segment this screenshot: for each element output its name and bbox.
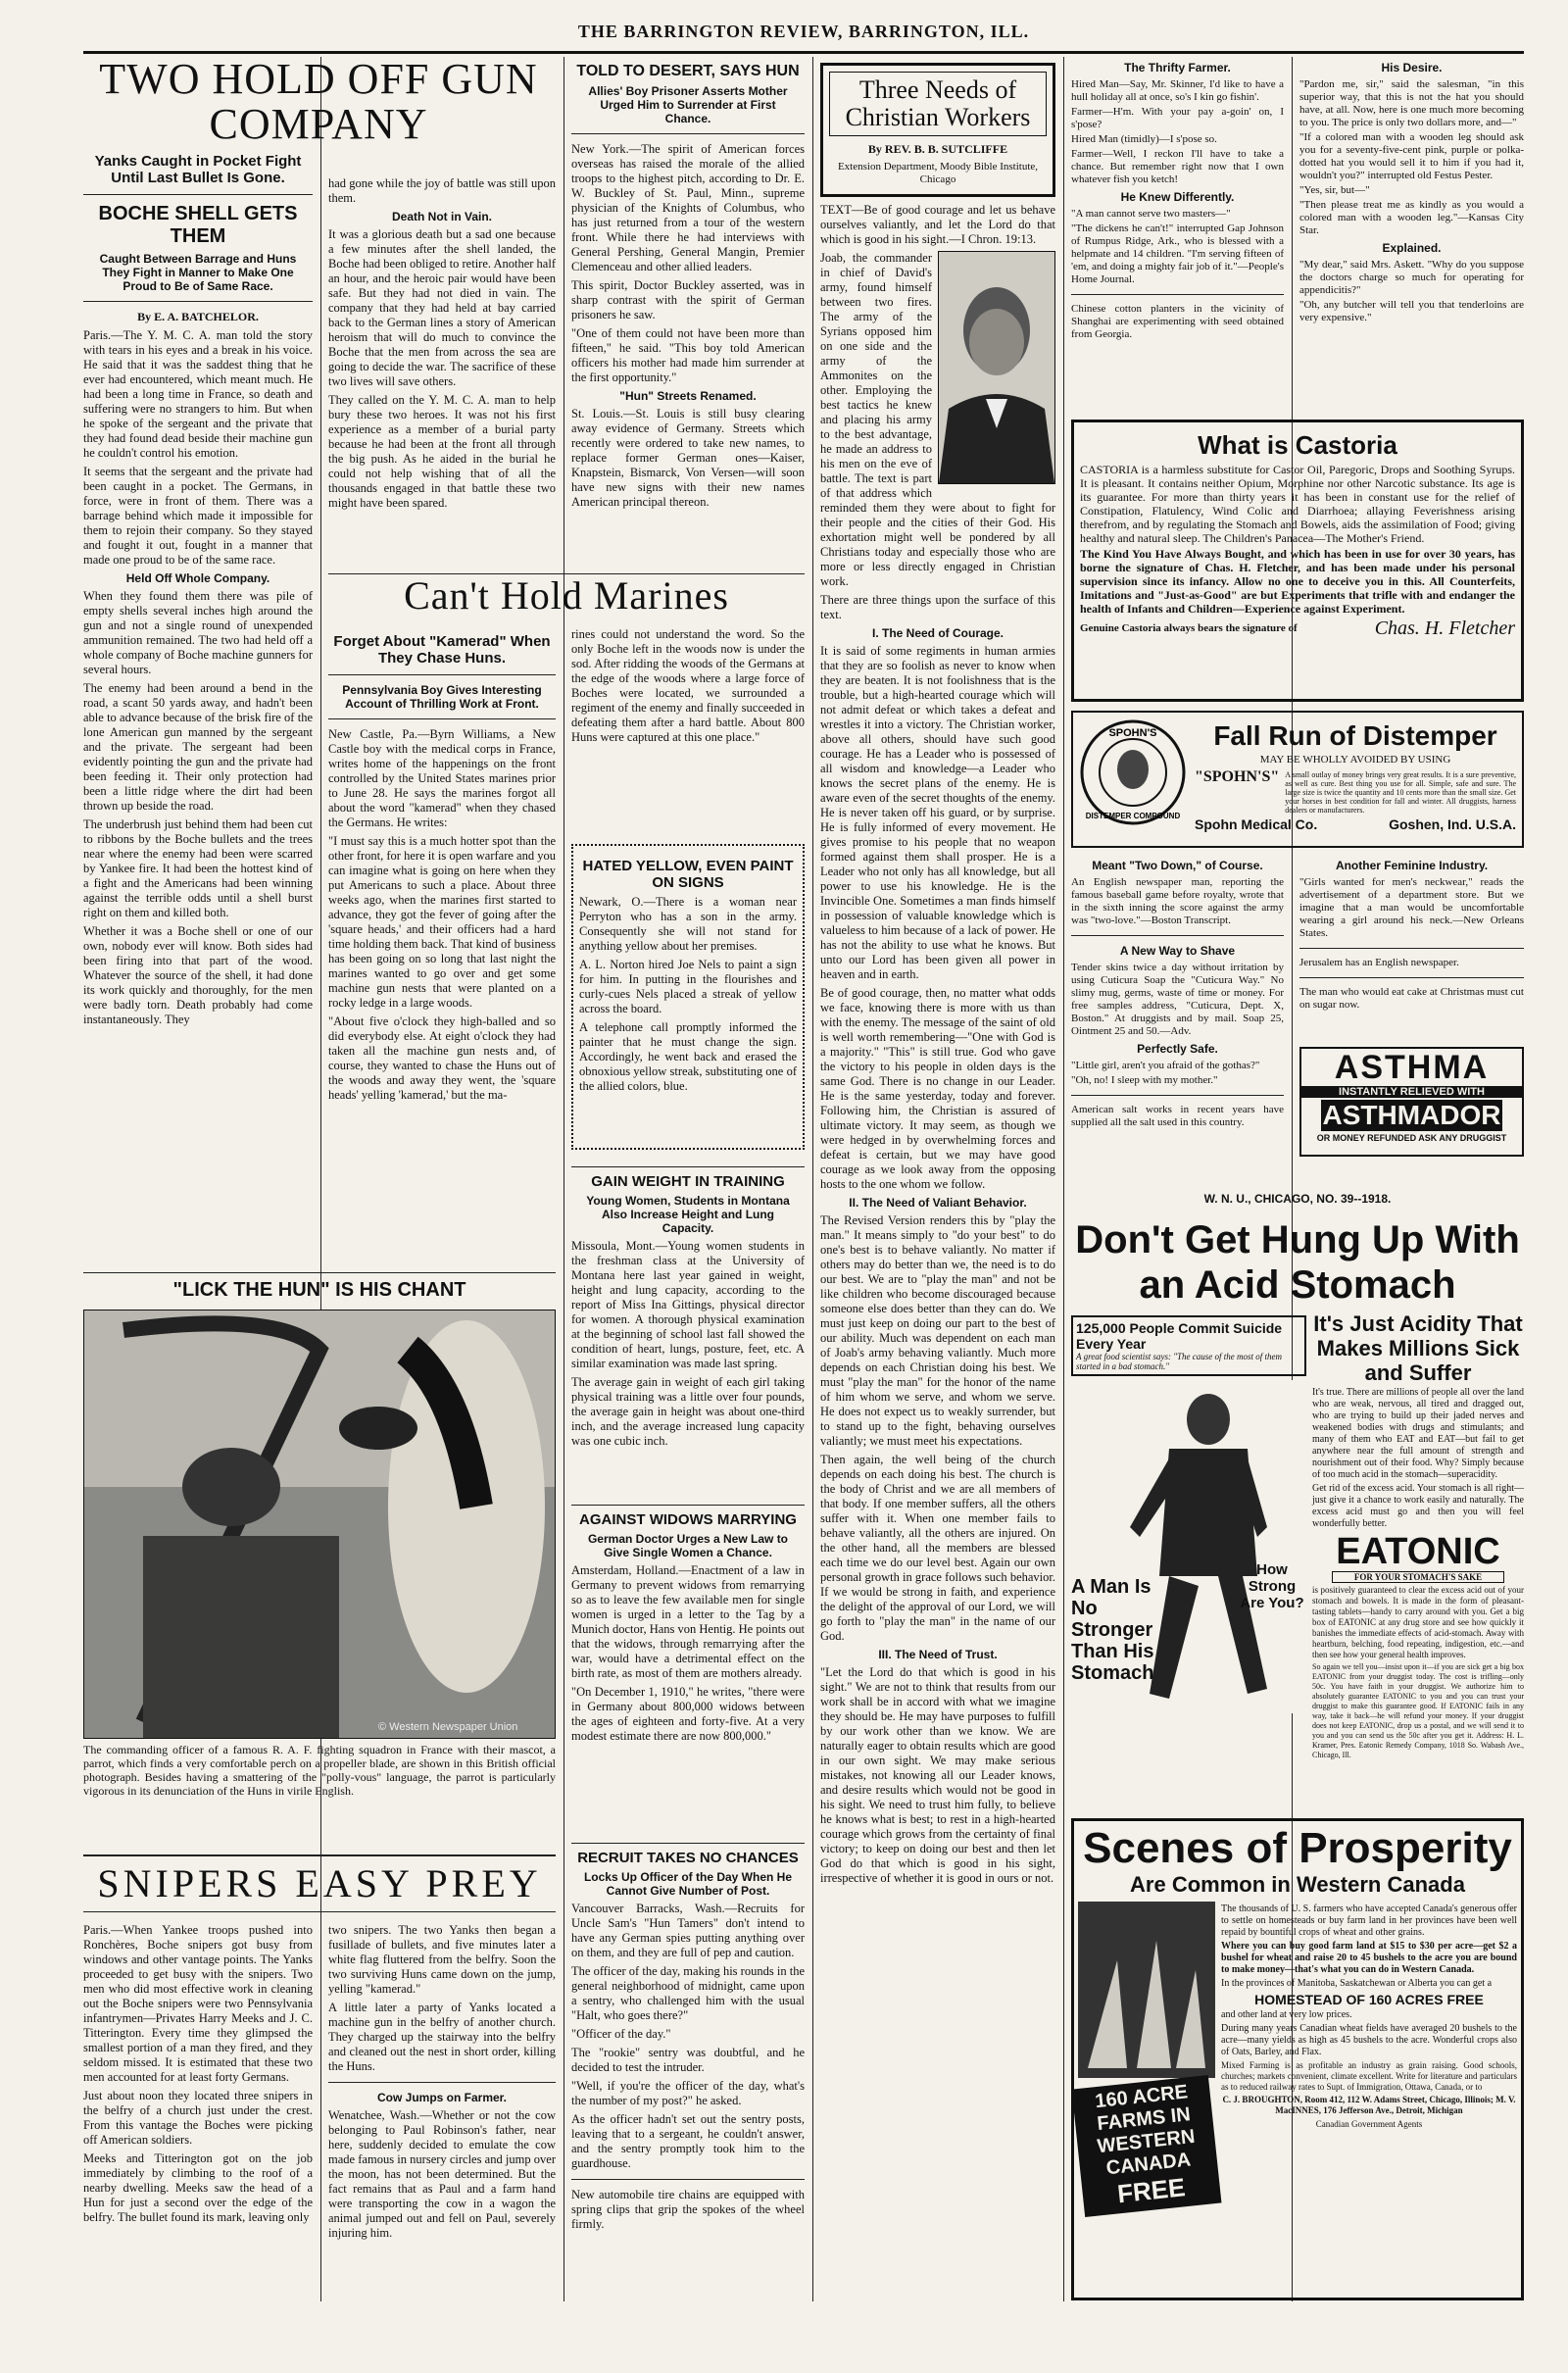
byline: By REV. B. B. SUTCLIFFE [867,142,1008,156]
paragraph: "My dear," said Mrs. Askett. "Why do you suppose the doctors charge so much for operating for appendicitis?" [1299,259,1524,296]
parrot-propeller-photo [83,1310,556,1739]
item-head: Perfectly Safe. [1137,1042,1218,1056]
ad-eatonic [1071,1213,1524,1813]
article-snipers [83,1923,313,2300]
headline-two-hold-off: TWO HOLD OFF GUN COMPANY [99,55,538,148]
badge-line: CANADA [1104,2149,1193,2180]
asthma-brand: ASTHMADOR [1322,1100,1501,1130]
canada-sub: Are Common in Western Canada [1130,1872,1465,1897]
paragraph: When they found them there was pile of empty shells several inches high around the gun and not a single round of unexpended ammunition remained. The two had held off a whole company of Boche machine gunners for several hours. [83,589,313,676]
divider [328,674,556,675]
canada-body: During many years Canadian wheat fields have averaged 20 bushels to the acre—many yields as high as 45 bushels to the acre. Wonderful crops also of Oats, Barley, and Flax. [1221,2023,1517,2057]
paragraph: This spirit, Doctor Buckley asserted, was in sharp contrast with the spirit of German prisoners he saw. [571,278,805,321]
paragraph: Hired Man—Say, Mr. Skinner, I'd like to have a hull holiday all at once, so's I kin go fishin'. [1071,78,1284,103]
item-head: Meant "Two Down," of Course. [1092,859,1263,872]
paragraph: Be of good courage, then, no matter what odds we face, knowing there is more with us than with the enemy. The message of the saint of old is well worth remembering—"One with God is a majority." "This" is still true. God who gave the victory to his people in olden days is the same God. There is no change in our Leader. He is the same yesterday, today and forever. Following him, the Christian is assured of ultimate victory. It may seem, as though we were hedged in by overwhelming forces and defeat is certain, but we may have good courage as we look away from the opposing hosts to the one whom we follow. [820,986,1055,1191]
section-head: "Hun" Streets Renamed. [619,389,757,403]
article-snipers-continued [328,1923,556,2300]
paragraph: It is said of some regiments in human armies that they are so foolish as never to know when they are beaten. It is not foolishness that is the trouble, but a high-hearted courage which will not admit defeat or which takes a defeat and wrestles it into a victory. The Christian worker, above all others, should have such good courage. He has a Leader who is possessed of all wisdom and knowledge—a Leader who knows the secret plans of the enemy. He is aware even of the secret thoughts of the enemy. He is never taken off his guard, or by surprise. He is fully informed of every movement. He gives promise to his people that no weapon formed against them shall prosper. He is a Leader who not only has all knowledge, but all power to use his knowledge. He is the Invincible One. Sometimes a man finds himself in possession of valuable knowledge which is valueless to him because of a lack of power. He has not the ability to use what he knows. But unto our Lord has been given all power in heaven and in earth. [820,644,1055,981]
snipers-banner [83,1854,556,1923]
paragraph: New Castle, Pa.—Byrn Williams, a New Castle boy with the medical corps in France, writes home of the happenings on the front controlled by the United States marines prior to June 28. He says the marines forgot all about the word "kamerad" when they chased the Germans. He writes: [328,727,556,829]
paragraph: American salt works in recent years have supplied all the salt used in this country. [1071,1104,1284,1128]
article-lick-the-hun [83,1272,556,1849]
divider [1071,294,1284,295]
section-head: III. The Need of Trust. [878,1648,998,1661]
paragraph: Chinese cotton planters in the vicinity of Shanghai are experimenting with seed obtained from Georgia. [1071,303,1284,340]
divider [83,301,313,302]
paragraph: "Well, if you're the officer of the day, what's the number of my post?" he asked. [571,2079,805,2107]
subhead: Yanks Caught in Pocket Fight Until Last Bullet Is Gone. [94,153,302,186]
byline: By E. A. BATCHELOR. [137,310,259,323]
canada-body: Where you can buy good farm land at $15 to $30 per acre—get $2 a bushel for wheat and raise 20 to 45 bushels to the acre you are bound to make money—that's what you can do in Western Canada. [1221,1941,1517,1975]
article-two-hold-off-continued [328,176,556,567]
section-head: Held Off Whole Company. [125,571,270,585]
column-rule [1063,57,1064,2301]
paragraph: "Officer of the day." [571,2027,671,2041]
paragraph: "I must say this is a much hotter spot than the other front, for here it is open warfare and you can imagine what is going on here when they put Americans to such a place. About three weeks ago, when the marines first started to advance, they got the fever of going after the 'square heads,' and their officers had a hard time holding them back. That kind of business has been going on so long that last night the marines wanted to go over and get some machine gun nests that were planted on a rocky ledge in a large woods. [328,834,556,1010]
wnu-line: W. N. U., CHICAGO, NO. 39--1918. [1203,1192,1392,1206]
paragraph: It was a glorious death but a sad one because a few minutes after the shell landed, the Boche had been obliged to retire. Another half an hour, and the heroic pair would have been safe. But they had not died in vain. The company that they had held at bay carried back to the German lines a story of American heroism that will do much to convince the Boche that the men from across the sea are going to decide the war. The sacrifice of these two lives will save others. [328,227,556,388]
paragraph: New York.—The spirit of American forces overseas has raised the morale of the allied troops to the highest pitch, according to Dr. E. W. Buckley of St. Paul, Minn., supreme physician of the Knights of Columbus, who has just returned from a tour of the western front. While there he had interviews with General Pershing, General Mangin, Premier Clemenceau and other allied leaders. [571,142,805,273]
paragraph: The "rookie" sentry was doubtful, and he decided to test the intruder. [571,2046,805,2074]
divider [328,2082,556,2083]
paragraph: The underbrush just behind them had been cut to ribbons by the Boche bullets and the trees near where the enemy had been were scarred by Yankee fire. It had been the hottest kind of a fight and the Americans had been winning against the terrible odds until a shell burst right on them and killed both. [83,817,313,919]
paragraph: "Pardon me, sir," said the salesman, "in this superior way, that this is not the hat you should have, at all. Now, here is one much more becoming to you. The price is only two dollars more, and—" [1299,78,1524,128]
divider [83,194,313,195]
badge-line: FARMS IN [1096,2103,1192,2136]
seal-bottom-text: DISTEMPER COMPOUND [1085,812,1181,820]
badge-line: WESTERN [1096,2125,1197,2158]
eatonic-title: Don't Get Hung Up With an Acid Stomach [1075,1218,1520,1307]
section-head: Cow Jumps on Farmer. [376,2091,508,2104]
castoria-body: The Kind You Have Always Bought, and which has been in use for over 30 years, has borne the signature of Chas. H. Fletcher, and has been made under his personal supervision since its infancy. Allow no one to deceive you in this. All Counterfeits, Imitations and "Just-as-Good" are but Experiments that trifle with and endanger the health of Infants and Children—Experience against Experiment. [1080,547,1515,616]
paragraph: New automobile tire chains are equipped with spring clips that grip the spokes of the wheel firmly. [571,2188,805,2231]
castoria-title: What is Castoria [1198,430,1397,460]
paragraph: A telephone call promptly informed the painter that he must change the sign. Accordingly, he went back and erased the obnoxious yellow streak, substituting one of the allied colors, blue. [579,1020,797,1093]
divider [1299,948,1524,949]
paragraph: Paris.—When Yankee troops pushed into Ronchères, Boche snipers got busy from windows and other vantage points. The Yanks proceeded to get busy with the snipers. Two men who did most effective work in cleaning out the Boche snipers were two Pennsylvania infantrymen—Privates Harry Meeks and J. C. Titterington. Every time they glimpsed the smallest portion of a man they fired, and they seldom missed. It is estimated that these two men accounted for at least forty Germans. [83,1923,313,2084]
section-head: II. The Need of Valiant Behavior. [849,1196,1027,1210]
eatonic-brand: EATONIC [1336,1531,1500,1572]
article-against-widows [571,1505,805,1838]
canada-title: Scenes of Prosperity [1083,1824,1512,1872]
paragraph: "Little girl, aren't you afraid of the gothas?" [1071,1060,1260,1071]
subhead: Locks Up Officer of the Day When He Cannot Give Number of Post. [583,1870,793,1898]
divider [1071,1095,1284,1096]
photo-caption: The commanding officer of a famous R. A. F. fighting squadron in France with their mascot, a parrot, which finds a very comfortable perch on a propeller blade, are shown in this British official photograph. Besides having a smattering of the "polly-vous" language, the parrot is particularly vigorous in its denunciation of the Huns in virile English. [83,1743,556,1798]
divider [328,718,556,719]
paragraph: Paris.—The Y. M. C. A. man told the story with tears in his eyes and a break in his voice. He said that it was the saddest thing that he ever had encountered, which meant much. He had been a long time in France, so death and suffering were no strangers to him. But when he spoke of the sergeant and the private that they had found dead beside their machine gun he couldn't control his emotion. [83,328,313,460]
column-rule [812,57,813,2301]
eatonic-side-text2: How Strong Are You? [1240,1561,1304,1611]
headline-recruit: RECRUIT TAKES NO CHANCES [577,1850,799,1866]
paragraph: Vancouver Barracks, Wash.—Recruits for Uncle Sam's "Hun Tamers" don't intend to have any German spies putting anything over on them, and they are full of pep and caution. [571,1902,805,1959]
ad-western-canada [1071,1818,1524,2300]
paragraph: "On December 1, 1910," he writes, "there were in Germany about 800,000 widows between the ages of eighteen and forty-five. At a very modest estimate there are now 800,000." [571,1685,805,1743]
article-recruit [571,1843,805,2300]
ad-castoria [1071,420,1524,702]
divider [571,2179,805,2180]
spohn-sub: MAY BE WHOLLY AVOIDED BY USING [1259,754,1451,766]
column-rule [320,57,321,2301]
text-verse: TEXT—Be of good courage and let us behave ourselves valiantly, and let the Lord do that which is good in his sight.—I Chron. 19:13. [820,203,1055,246]
deck-subhead: Caught Between Barrage and Huns They Fight in Manner to Make One Proud to Be of Same Race. [99,252,297,293]
item-head: Another Feminine Industry. [1335,859,1489,872]
item-head: He Knew Differently. [1120,190,1235,204]
wheat-farmer-illustration [1078,1902,1215,2078]
paragraph: Then again, the well being of the church depends on each doing his best. The church is the body of Christ and we are all members of that body. If one member suffers, all the others suffer with it. When one member fails to behave valiantly, all the others are injured. On the other hand, all the members are blessed each time we do our level best. Again our own personal growth in grace follows such behavior. If we would be strong in faith, and experience the delight of the approval of our Lord, we will go forth to "play the man" in the name of our God. [820,1453,1055,1643]
paragraph: "Yes, sir, but—" [1299,184,1370,196]
paragraph: "Then please treat me as kindly as you would a colored man with a wooden leg."—Kansas City Star. [1299,199,1524,236]
item-head: Explained. [1382,241,1442,255]
paragraph: St. Louis.—St. Louis is still busy clearing away evidence of Germany. Streets which recently were ordered to take new names, to replace former German ones—Kaiser, Knapstein, Bismarck, Von Versen—will soon have new signs with their new names American principal thereon. [571,407,805,509]
short-items-col6-mid [1299,855,1524,1041]
title-three-needs: Three Needs of Christian Workers [845,75,1031,131]
spohn-desc: A small outlay of money brings very great results. It is a sure preventive, as well as cure. Best thing you use for all. Simple, safe and sure. The large size is twice the quantity and 10 cents more than the small size. Get your horses in best condition for fall and winter. All druggists, harness dealers or manufacturers. [1285,770,1516,815]
paragraph: Joab, the commander in chief of David's army, found himself between two fires. The army of the Syrians opposed him on one side and the army of the Ammonites on the other. Employing the best tactics he knew and placing his army to the best advantage, he made an address to his men on the eve of battle. The text is part of that address which reminded them they were about to fight for their people and the cities of their God. His exhortation might well be pondered by all Christians today and especially those who are more or less directly engaged in Christian work. [820,251,1055,588]
item-head: A New Way to Shave [1119,944,1236,958]
canada-body: In the provinces of Manitoba, Saskatchewan or Alberta you can get a [1221,1978,1493,1989]
paragraph: They called on the Y. M. C. A. man to help bury these two heroes. It was not his first experience as a member of a burial party because he had been at the front all through the big push. As he aided in the burial he could not help wishing that of all the thousands engaged in that battle these two might have been spared. [328,393,556,510]
paragraph: "One of them could not have been more than fifteen," he said. "This boy told American officers his mother had made him surrender at the first opportunity." [571,326,805,384]
item-head: The Thrifty Farmer. [1124,61,1231,74]
photo-illustration [84,1310,555,1738]
spohn-seal-icon [1079,718,1187,826]
headline-told-to-desert: TOLD TO DESERT, SAYS HUN [576,63,800,79]
canada-badge [1072,2075,1222,2217]
portrait-illustration [939,252,1054,483]
eatonic-body: Get rid of the excess acid. Your stomach is all right—just give it a chance to work easily and naturally. The excess acid must go and then you will feel wonderfully better. [1312,1483,1524,1529]
paragraph: Just about noon they located three snipers in the belfry of a church just under the crest. From this vantage the Boches were picking off American soldiers. [83,2089,313,2147]
article-three-needs [820,57,1055,2300]
headline-hated-yellow: HATED YELLOW, EVEN PAINT ON SIGNS [582,858,794,891]
headline-against-widows: AGAINST WIDOWS MARRYING [579,1511,797,1528]
eatonic-body: It's true. There are millions of people all over the land who are weak, nervous, all tired and dragged out, who are trying to build up their jaded nerves and weakened bodies with drugs and stimulants; and many of them who EAT and EAT—but fail to get anywhere near the full amount of strength and nourishment out of their food. Why? Simply because of too much acid in the stomach—superacidity. [1312,1387,1524,1480]
badge-line: FREE [1115,2172,1187,2209]
paragraph: Missoula, Mont.—Young women students in the freshman class at the University of Montana here last year gained in weight, height and lung capacity, according to the report of Miss Ina Gittings, physical director for women. A thorough physical examination at the beginning of school last fall showed the condition of heart, lungs, posture, feet, etc. A similar examination was made last spring. [571,1239,805,1370]
asthma-sub: INSTANTLY RELIEVED WITH [1301,1086,1522,1098]
divider [1299,977,1524,978]
paragraph: It seems that the sergeant and the private had been caught in a pocket. The Germans, in force, were in front of them. There was a barrage behind which made it impossible for them to rejoin their company. So they stayed and fought it out, fought in a manner that made one proud to be of the same race. [83,465,313,567]
paragraph: Hired Man (timidly)—I s'pose so. [1071,133,1217,145]
headline-gain-weight: GAIN WEIGHT IN TRAINING [591,1173,785,1190]
paragraph: had gone while the joy of battle was still upon them. [328,176,556,205]
item-head: His Desire. [1381,61,1443,74]
paragraph: Amsterdam, Holland.—Enactment of a law in Germany to prevent widows from remarrying so as to leave the few available men for single women is urged in a letter to the Tag by a Munich doctor, Hans von Hentig. He points out that the widows, through remarrying after the war, would have a detrimental effect on the birth rate, as most of them are mothers already. [571,1563,806,1680]
paragraph: The man who would eat cake at Christmas must cut on sugar now. [1299,986,1524,1011]
short-items-col5-mid [1071,855,1284,1188]
eatonic-body: is positively guaranteed to clear the excess acid out of your stomach and bowels. It is made in the form of pleasant-tasting tablets—handy to carry around with you. Get a big box of EATONIC at any drug store and see how quickly it banishes the immediate effects of acid-stomach. Away with heartburn, belching, food repeating, indigestion, etc.—and then see how your general health improves. [1312,1585,1524,1659]
marines-banner [328,573,805,618]
paragraph: A. L. Norton hired Joe Nels to paint a sign for him. In putting in the flourishes and curly-cues Nels placed a streak of yellow across the board. [579,958,797,1015]
masthead: THE BARRINGTON REVIEW, BARRINGTON, ILL. [577,22,1030,41]
canada-body: Mixed Farming is as profitable an industry as grain raising. Good schools, churches; markets convenient, climate excellent. Write for literature and particulars as to reduced railway rates to Supt. of Immigration, Ottawa, Canada, or to [1221,2060,1517,2092]
subhead: Forget About "Kamerad" When They Chase Huns. [333,633,551,667]
asthma-title: ASTHMA [1334,1049,1490,1086]
subhead: Pennsylvania Boy Gives Interesting Account of Thrilling Work at Front. [342,683,542,711]
paragraph: "Let the Lord do that which is good in his sight." We are not to think that results from our work shall be in accord with what we imagine they should be. He may have purposes to fulfill by our work other than we know. We are naturally eager to obtain results which are good in our own sight. We may make serious mistakes, not knowing all our Leader knows, and desire results which would not be good in his sight. We need to trust him fully, to believe he knows what is best; to rest in a high-hearted courage which grows from the certainty of final victory; to keep on doing our best and then let God do that which is good in his sight, irrespective of whether it is good in ours or not. [820,1665,1055,1885]
ad-asthma [1299,1047,1524,1157]
paragraph: The Revised Version renders this by "play the man." It means simply to "do your best" to do one's best is to behave valiantly. No matter if others may do better than we, the need is to do our best. We are to "play the man" and not be like children who become discouraged because someone else does better than they can do. We must just keep on doing our part to the best of our ability. Much was dependent on each man of Joab's army behaving valiantly. Much more depends on each Christian doing his best. We must "play the man" for the honor of the name of him whom we serve, and whom we serve. He does not expect us to weakly surrender, but to stand up to the fight, behaving ourselves valiantly; we must meet his expectations. [820,1213,1055,1448]
headline-lick-the-hun: "LICK THE HUN" IS HIS CHANT [172,1279,466,1301]
article-told-to-desert [571,57,805,567]
paragraph: Jerusalem has an English newspaper. [1299,957,1459,968]
eatonic-side-text: A Man Is No Stronger Than His Stomach [1071,1576,1154,1684]
paragraph: Whether it was a Boche shell or one of our own, nobody ever will know. Both sides had been firing into that part of the wood. Whatever the source of the shell, it had done its work quickly and thoroughly, for the men were badly torn. Death probably had come instantaneously. They [83,924,313,1026]
asthma-footer: OR MONEY REFUNDED ASK ANY DRUGGIST [1316,1133,1507,1143]
paragraph: As the officer hadn't set out the sentry posts, leaving that to a sergeant, he couldn't answer, and the sentry promptly took him to the guardhouse. [571,2112,805,2170]
paragraph: "Oh, no! I sleep with my mother." [1071,1074,1218,1086]
paragraph: A little later a party of Yanks located a machine gun in the belfry of another church. They charged up the stairway into the belfry and cleaned out the nest in short order, killing the Huns. [328,2001,556,2073]
paragraph: "A man cannot serve two masters—" [1071,208,1231,220]
article-gain-weight [571,1166,805,1500]
eatonic-banner-sub: A great food scientist says: "The cause of the most of them started in a bad stomach." [1076,1352,1283,1371]
deck-headline: BOCHE SHELL GETS THEM [98,203,298,247]
paragraph: The enemy had been around a bend in the road, a scant 50 yards away, and hadn't been able to advance because of the brisk fire of the lone American gun manned by the sergeant and the private. The sergeant had been evidently pointing the gun and the private had been feeding it. Their only protection had been a little ridge where the dirt had been thrown up beside the road. [83,681,313,813]
article-marines-continued [571,627,805,833]
section-head: Death Not in Vain. [391,210,492,223]
ad-spohn [1071,711,1524,848]
paragraph: Farmer—H'm. With your pay a-goin' on, I s'pose? [1071,106,1284,130]
eatonic-brand-sub: FOR YOUR STOMACH'S SAKE [1332,1571,1504,1583]
seal-top-text: SPOHN'S [1108,727,1157,739]
paragraph: "About five o'clock they high-balled and so did everybody else. At eight o'clock they had taken all the machine gun nests and, of course, they wanted to chase the Huns out of the woods and away they went, the 'square heads' yelling 'kamerad,' but the ma- [328,1014,556,1102]
photo-credit: © Western Newspaper Union [378,1721,518,1733]
paragraph: Meeks and Titterington got on the job immediately by climbing to the roof of a nearby dwelling. Meeks saw the head of a Hun for just a second over the edge of the belfry. The bullet found its mark, leaving only [83,2151,313,2224]
masthead-rule [83,51,1524,54]
fletcher-signature: Chas. H. Fletcher [1374,618,1515,639]
paragraph: Tender skins twice a day without irritation by using Cuticura Soap the "Cuticura Way." No slimy mug, germs, waste of time or money. For free samples address, "Cuticura, Dept. X, Boston." At druggists and by mail. Soap 25, Ointment 25 and 50.—Adv. [1071,962,1284,1037]
castoria-footer: Genuine Castoria always bears the signature of [1080,622,1298,634]
divider [571,133,805,134]
badge-line: 160 ACRE [1094,2081,1190,2113]
spohn-title: Fall Run of Distemper [1213,720,1497,751]
canada-homestead: HOMESTEAD OF 160 ACRES FREE [1254,1992,1484,2007]
paragraph: two snipers. The two Yanks then began a fusillade of bullets, and five minutes later a white flag fluttered from the belfry. Soon the two surviving Huns came down on the jump, yelling "kamerad." [328,1923,556,1996]
paragraph: Farmer—Well, I reckon I'll have to take a chance. But remember right now that I own whatever fish you ketch! [1071,148,1284,185]
eatonic-head: It's Just Acidity That Makes Millions Sick and Suffer [1313,1311,1523,1385]
article-marines [328,627,556,1266]
paragraph: "Girls wanted for men's neckwear," reads the advertisement of a department store. But we imagine that a man would be uncomfortable wearing a girl around his neck.—New Orleans States. [1299,876,1524,939]
spohn-name: "SPOHN'S" [1195,768,1280,785]
eatonic-body: So again we tell you—insist upon it—if you are sick get a big box EATONIC from your druggist today. The cost is trifling—only 50c. You have faith in your druggist. We authorize him to absolutely guarantee EATONIC to you and you can trust your druggist to make this guarantee good. If EATONIC fails in any way, take it back—he will refund your money. If your druggist does not keep EATONIC, drop us a postal, and we will send it to you and you can send us the 50c after you get it. Address: H. L. Kramer, Pres. Eatonic Remedy Company, 1018 So. Wabash Ave., Chicago, Ill. [1312,1662,1524,1759]
canada-agent-sub: Canadian Government Agents [1315,2119,1423,2129]
subhead: Young Women, Students in Montana Also Increase Height and Lung Capacity. [586,1194,790,1235]
section-head: I. The Need of Courage. [871,626,1004,640]
paragraph: "If a colored man with a wooden leg should ask you for a seventy-five-cent pink, purple or polka-dotted hat you would sell it to him if you had it, wouldn't you?" interrupted old Festus Pester. [1299,131,1524,181]
short-items-col5 [1071,57,1284,410]
paragraph: An English newspaper man, reporting the famous baseball game before royalty, wrote that in the sixth inning the score against the army was "two-love."—Boston Transcript. [1071,876,1284,926]
subhead: German Doctor Urges a New Law to Give Single Women a Chance. [587,1532,789,1559]
portrait-photo [938,251,1055,484]
paragraph: "Oh, any butcher will tell you that tenderloins are very expensive." [1299,299,1524,323]
paragraph: There are three things upon the surface of this text. [820,593,1055,621]
divider [1071,935,1284,936]
short-items-col6 [1299,57,1524,410]
subhead: Allies' Boy Prisoner Asserts Mother Urged Him to Surrender at First Chance. [588,84,788,125]
byline-affiliation: Extension Department, Moody Bible Institute, Chicago [837,161,1039,185]
eatonic-banner: 125,000 People Commit Suicide Every Year [1076,1320,1283,1352]
paragraph: rines could not understand the word. So the only Boche left in the woods now is under the sod. After ridding the woods of the Germans at the edge of the woods where a large force of Boches were located, we surrounded a regiment of the enemy and finally succeeded in defeating them after a hard battle. About 800 Huns were captured at this one place." [571,627,805,744]
article-hated-yellow [571,838,805,1162]
headline-marines: Can't Hold Marines [404,573,729,618]
castoria-body: CASTORIA is a harmless substitute for Castor Oil, Paregoric, Drops and Soothing Syrups. It is pleasant. It contains neither Opium, Morphine nor other Narcotic substance. Its age is its guarantee. For more than thirty years it has been in constant use for the relief of Constipation, Flatulency, Wind Colic and Diarrhoea; allaying Feverishness arising therefrom, and by regulating the Stomach and Bowels, aids the assimilation of Food; giving healthy and natural sleep. The Children's Panacea—The Mother's Friend. [1080,463,1515,545]
canada-body: The thousands of U. S. farmers who have accepted Canada's generous offer to settle on homesteads or buy farm land in her provinces have been well repaid by bountiful crops of wheat and other grains. [1221,1903,1517,1938]
spohn-place: Goshen, Ind. U.S.A. [1389,816,1516,832]
paragraph: The officer of the day, making his rounds in the general neighborhood of midnight, came upon a sentry, who challenged him with the usual "Halt, who goes there?" [571,1964,805,2022]
headline-snipers: SNIPERS EASY PREY [97,1861,542,1905]
paragraph: Wenatchee, Wash.—Whether or not the cow belonging to Paul Robinson's father, near here, suddenly decided to emulate the cow made famous in nursery circles and jump over the moon, has not been determined. But the fact remains that as Paul and a farm hand were transporting the cow in a wagon the animal jumped out and fell on Paul, severely injuring him. [328,2108,556,2240]
paragraph: Newark, O.—There is a woman near Perryton who has a son in the army. Consequently she will not stand for anything yellow about her premises. [579,895,797,953]
paragraph: The average gain in weight of each girl taking physical training was a little over four pounds, the average gain in height was about one-third inch, and the average increased lung capacity was one cubic inch. [571,1375,805,1448]
paragraph: "The dickens he can't!" interrupted Gap Johnson of Rumpus Ridge, Ark., who is blessed with a helpmate and 14 children. "I'm serving fifteen of 'em, and doing a mighty fair job of it."—People's Home Journal. [1071,222,1284,285]
canada-agent: C. J. BROUGHTON, Room 412, 112 W. Adams Street, Chicago, Illinois; M. V. MacINNES, 176 Jefferson Ave., Detroit, Michigan [1222,2095,1516,2115]
spohn-company: Spohn Medical Co. [1195,816,1318,832]
canada-body: and other land at very low prices. [1221,2009,1352,2020]
